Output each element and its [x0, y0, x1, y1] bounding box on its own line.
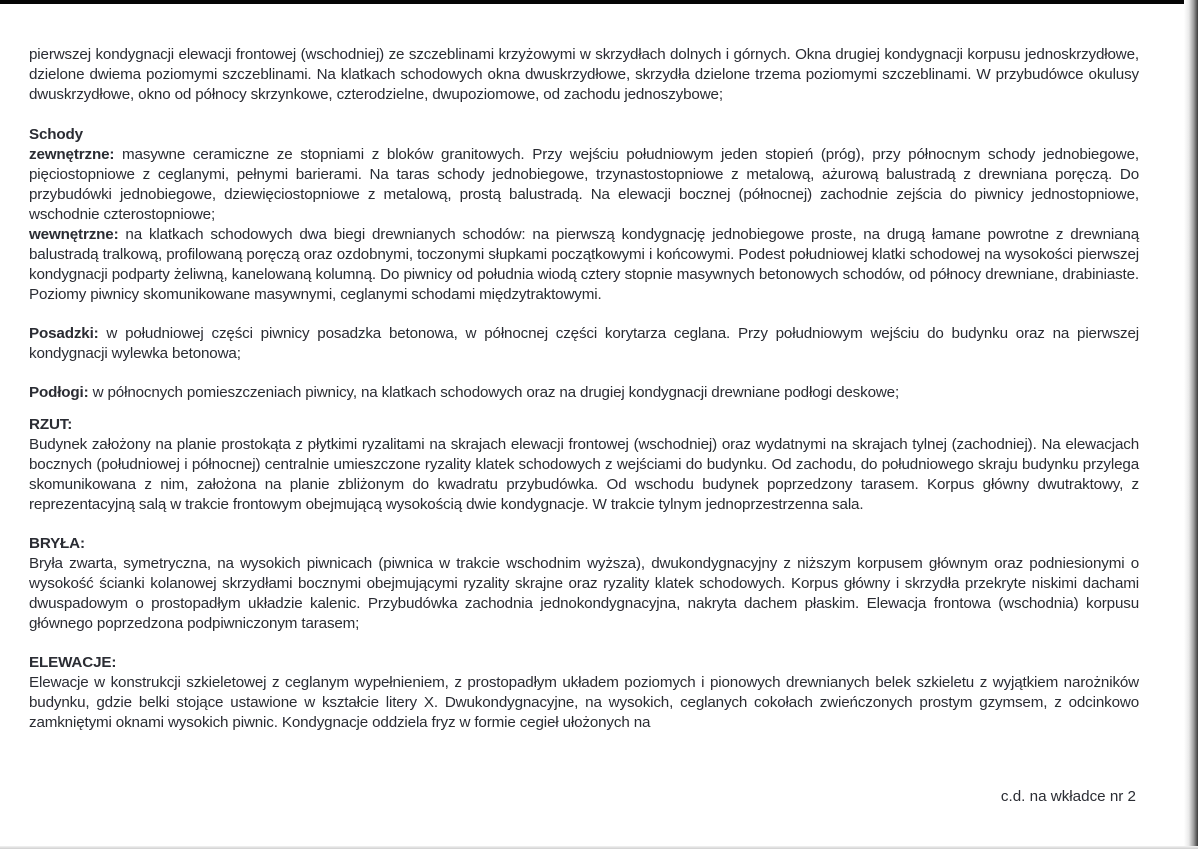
- schody-zewnetrzne-label: zewnętrzne:: [29, 146, 115, 163]
- spacer: [29, 403, 1139, 415]
- section-heading-elewacje: ELEWACJE:: [29, 654, 117, 671]
- continuation-note: c.d. na wkładce nr 2: [1000, 788, 1136, 805]
- spacer: [29, 364, 1139, 383]
- spacer: [29, 634, 1139, 653]
- section-heading-bryla: BRYŁA:: [29, 535, 85, 552]
- section-heading-rzut: RZUT:: [29, 416, 73, 433]
- spacer: [29, 105, 1139, 125]
- posadzki-text: w południowej części piwnicy posadzka betonowa, w północnej części korytarza ceglana. Przy południowym wejściu do budynku oraz na pierwszej kondygnacji wylewka betonowa;: [29, 325, 1139, 362]
- document-page: [29, 45, 1139, 733]
- bryla-paragraph: Bryła zwarta, symetryczna, na wysokich piwnicach (piwnica w trakcie wschodnim wyższa), dwukondygnacyjny z niższym korpusem głównym oraz podniesionymi o wysokość ścianki kolanowej skrzydłami bocznymi obejmującymi ryzality skrajne oraz ryzality klatek schodowych. Korpus główny i skrzydła przekryte niskimi dachami dwuspadowym o prostopadłym układzie kalenic. Przybudówka zachodnia jednokondygnacyjna, nakryta dachem płaskim. Elewacja frontowa (wschodnia) korpusu głównego poprzedzona podpiwniczonym tarasem;: [29, 555, 1139, 632]
- rzut-paragraph: Budynek założony na planie prostokąta z płytkimi ryzalitami na skrajach elewacji frontowej (wschodniej) oraz wydatnymi na skrajach tylnej (zachodniej). Na elewacjach bocznych (południowej i północnej) centralnie umieszczone ryzality klatek schodowych z wejściami do budynku. Od zachodu, do południowego skraju budynku przylega skomunikowana z nim, założona na planie zbliżonym do kwadratu przybudówka. Od wschodu budynek poprzedzony tarasem. Korpus główny dwutraktowy, z reprezentacyjną salą w trakcie frontowym obejmującą wysokością dwie kondygnacje. W trakcie tylnym jednoprzestrzenna sala.: [29, 436, 1139, 513]
- posadzki-paragraph: [29, 324, 1139, 364]
- spacer: [29, 305, 1139, 324]
- schody-wewnetrzne-label: wewnętrzne:: [29, 226, 119, 243]
- schody-wewnetrzne-text: na klatkach schodowych dwa biegi drewnianych schodów: na pierwszą kondygnację jednobiegowe proste, na drugą łamane powrotne z drewnianą balustradą tralkową, profilowaną poręczą oraz ozdobnymi, toczonymi słupkami początkowymi i końcowymi. Podest południowej klatki schodowej na wysokości pierwszej kondygnacji podparty żeliwną, kanelowaną kolumną. Do piwnicy od południa wiodą cztery stopnie masywnych betonowych schodów, od północy drewniane, drabiniaste. Poziomy piwnicy skomunikowane masywnymi, ceglanymi schodami międzytraktowymi.: [29, 226, 1139, 303]
- podlogi-label: Podłogi:: [29, 384, 89, 401]
- section-heading-schody: Schody: [29, 126, 83, 143]
- scan-edge-right: [1184, 0, 1198, 849]
- podlogi-paragraph: [29, 383, 1139, 403]
- posadzki-label: Posadzki:: [29, 325, 99, 342]
- scan-edge-top: [0, 0, 1198, 4]
- schody-zewnetrzne-paragraph: [29, 145, 1139, 225]
- podlogi-text: w północnych pomieszczeniach piwnicy, na klatkach schodowych oraz na drugiej kondygnacji drewniane podłogi deskowe;: [88, 384, 900, 401]
- schody-wewnetrzne-paragraph: [29, 225, 1139, 305]
- spacer: [29, 515, 1139, 534]
- schody-zewnetrzne-text: masywne ceramiczne ze stopniami z bloków granitowych. Przy wejściu południowym jeden stopień (próg), przy północnym schody jednobiegowe, pięciostopniowe z ceglanymi, pełnymi barierami. Na taras schody jednobiegowe, trzynastostopniowe z metalową, ażurową balustradą z drewniana poręczą. Do przybudówki jednobiegowe, dziewięciostopniowe z metalową, prostą balustradą. Na elewacji bocznej (północnej) zachodnie zejścia do piwnicy jednostopniowe, wschodnie czterostopniowe;: [29, 146, 1139, 223]
- elewacje-paragraph: Elewacje w konstrukcji szkieletowej z ceglanym wypełnieniem, z prostopadłym układem poziomych i pionowych drewnianych belek szkieletu z wyjątkiem narożników budynku, gdzie belki stojące ustawione w kształcie litery X. Dwukondygnacyjne, na wysokich, ceglanych cokołach zwieńczonych prostym gzymsem, z odcinkowo zamkniętymi oknami wysokich piwnic. Kondygnacje oddziela fryz w formie cegieł ułożonych na: [29, 674, 1139, 731]
- intro-paragraph: pierwszej kondygnacji elewacji frontowej (wschodniej) ze szczeblinami krzyżowymi w skrzydłach dolnych i górnych. Okna drugiej kondygnacji korpusu jednoskrzydłowe, dzielone dwiema poziomymi szczeblinami. Na klatkach schodowych okna dwuskrzydłowe, skrzydła dzielone trzema poziomymi szczeblinami. W przybudówce okulusy dwuskrzydłowe, okno od północy skrzynkowe, czterodzielne, dwupoziomowe, od zachodu jednoszybowe;: [29, 46, 1139, 103]
